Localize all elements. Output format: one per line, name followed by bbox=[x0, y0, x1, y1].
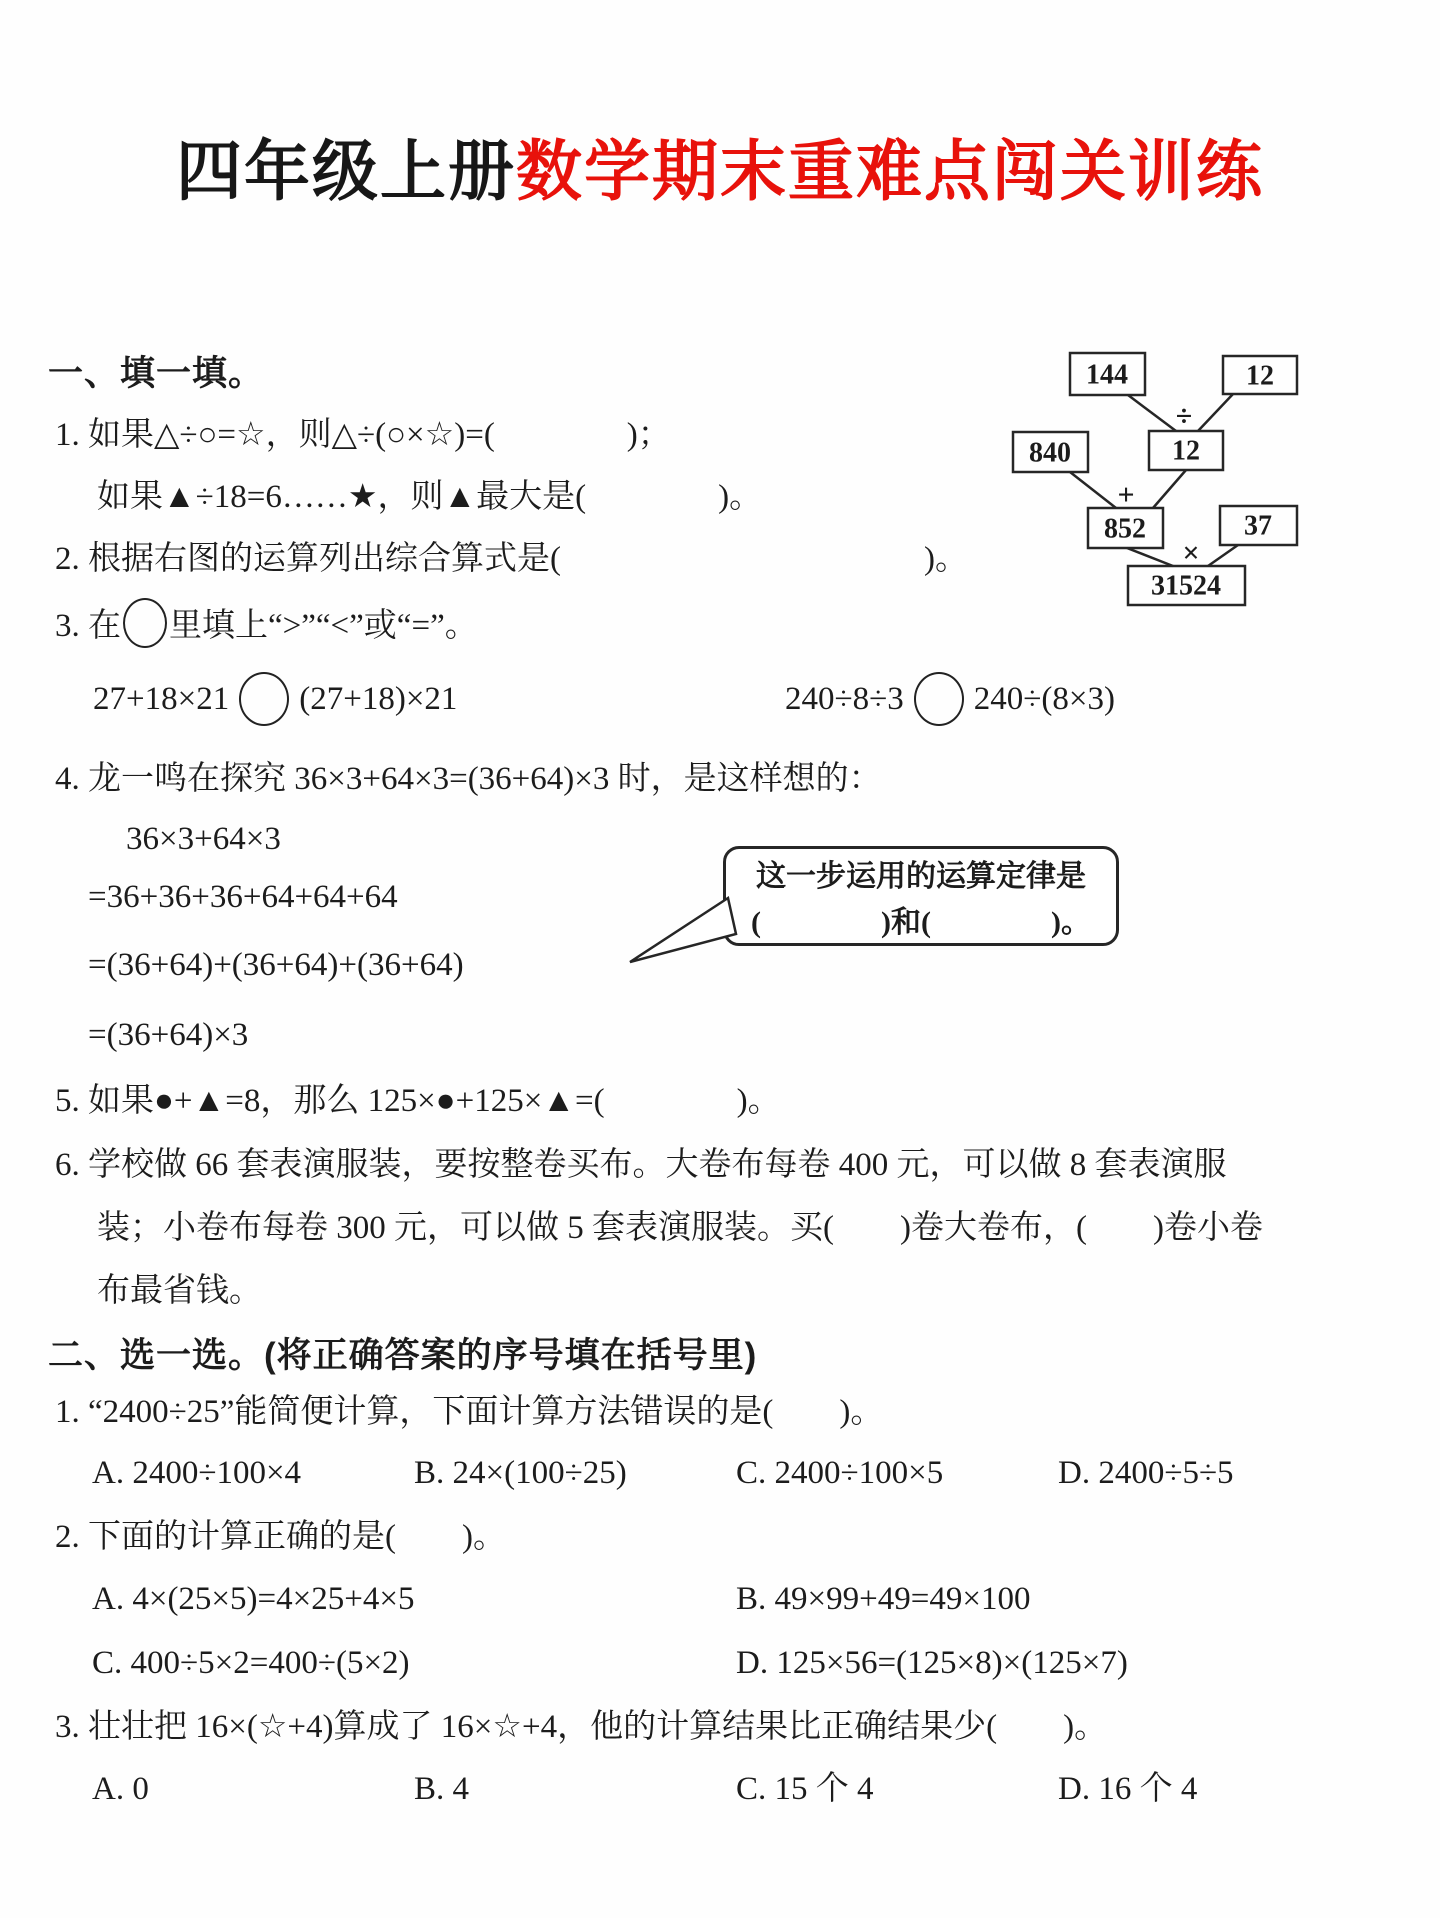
connector-144-to-12 bbox=[1128, 395, 1176, 431]
fill-item-6-line-2: 装；小卷布每卷 300 元，可以做 5 套表演服装。买( )卷大卷布，( )卷小卷 bbox=[97, 1210, 1263, 1246]
title-grade-part: 四年级上册 bbox=[176, 134, 516, 208]
connector-37-to-31524 bbox=[1208, 545, 1238, 566]
compare-left-expr-a: 27+18×21 bbox=[93, 680, 230, 717]
choice-1-option-c: C. 2400÷100×5 bbox=[736, 1455, 944, 1491]
bubble-line-2: ( )和( )。 bbox=[751, 906, 1091, 939]
fill-item-2: 2. 根据右图的运算列出综合算式是( )。 bbox=[55, 541, 968, 577]
fill-item-3 bbox=[55, 598, 478, 648]
divide-operator-icon: ÷ bbox=[1175, 399, 1193, 433]
fill-item-6-line-1: 6. 学校做 66 套表演服装，要按整卷买布。大卷布每卷 400 元，可以做 8 套表演服 bbox=[55, 1147, 1227, 1183]
times-operator-icon: × bbox=[1182, 536, 1200, 570]
answer-circle-right bbox=[914, 672, 964, 726]
derivation-line-4: =(36+64)×3 bbox=[88, 1017, 249, 1053]
choice-3-option-d: D. 16 个 4 bbox=[1058, 1771, 1198, 1807]
connector-840-to-852 bbox=[1070, 472, 1116, 508]
derivation-line-2: =36+36+36+64+64+64 bbox=[88, 879, 398, 915]
connector-12mid-to-852 bbox=[1153, 470, 1186, 508]
choice-1-option-b: B. 24×(100÷25) bbox=[414, 1455, 627, 1491]
choice-2-option-b: B. 49×99+49=49×100 bbox=[736, 1581, 1031, 1617]
compare-right-expr-b: 240÷(8×3) bbox=[973, 680, 1115, 717]
fill-item-5: 5. 如果●+▲=8，那么 125×●+125×▲=( )。 bbox=[55, 1083, 781, 1119]
fill-item-3-prefix: 3. 在 bbox=[55, 608, 121, 644]
choice-3-option-b: B. 4 bbox=[414, 1771, 470, 1807]
title-subject-part: 数学期末重难点闯关训练 bbox=[516, 134, 1264, 208]
answer-circle-left bbox=[239, 672, 289, 726]
diagram-value-37: 37 bbox=[1244, 510, 1272, 542]
diagram-value-852: 852 bbox=[1104, 513, 1146, 545]
fill-item-4: 4. 龙一鸣在探究 36×3+64×3=(36+64)×3 时，是这样想的： bbox=[55, 761, 882, 797]
bubble-line-1: 这一步运用的运算定律是 bbox=[756, 860, 1086, 893]
fill-item-1-line-2: 如果▲÷18=6……★，则▲最大是( )。 bbox=[97, 479, 763, 515]
diagram-value-31524: 31524 bbox=[1151, 570, 1221, 602]
section1-header: 一、填一填。 bbox=[48, 354, 265, 393]
fill-item-1-line-1: 1. 如果△÷○=☆，则△÷(○×☆)=( )； bbox=[55, 417, 671, 453]
choice-item-1: 1. “2400÷25”能简便计算，下面计算方法错误的是( )。 bbox=[55, 1394, 884, 1430]
fill-item-6-line-3: 布最省钱。 bbox=[97, 1273, 262, 1309]
connector-12top-to-12 bbox=[1198, 394, 1233, 431]
fill-item-3-suffix: 里填上“>”“<”或“=”。 bbox=[169, 608, 478, 644]
compare-left-expr-b: (27+18)×21 bbox=[299, 680, 458, 717]
choice-item-3: 3. 壮壮把 16×(☆+4)算成了 16×☆+4，他的计算结果比正确结果少( )。 bbox=[55, 1709, 1108, 1745]
diagram-value-840: 840 bbox=[1029, 437, 1071, 469]
connector-852-to-31524 bbox=[1127, 548, 1173, 566]
choice-3-option-c: C. 15 个 4 bbox=[736, 1771, 874, 1807]
choice-item-2: 2. 下面的计算正确的是( )。 bbox=[55, 1519, 506, 1555]
speech-bubble bbox=[723, 846, 1119, 946]
choice-2-option-c: C. 400÷5×2=400÷(5×2) bbox=[92, 1645, 410, 1681]
plus-operator-icon: + bbox=[1117, 478, 1135, 512]
diagram-value-12-mid: 12 bbox=[1172, 435, 1200, 467]
diagram-value-144: 144 bbox=[1086, 359, 1128, 391]
section2-header: 二、选一选。(将正确答案的序号填在括号里) bbox=[48, 1336, 758, 1375]
choice-1-option-d: D. 2400÷5÷5 bbox=[1058, 1455, 1234, 1491]
operation-diagram bbox=[1000, 340, 1310, 620]
diagram-value-12-top: 12 bbox=[1246, 360, 1274, 392]
derivation-line-1: 36×3+64×3 bbox=[126, 821, 281, 857]
derivation-line-3: =(36+64)+(36+64)+(36+64) bbox=[88, 947, 464, 983]
compare-left bbox=[93, 672, 457, 726]
speech-bubble-tail bbox=[600, 880, 760, 980]
choice-2-option-a: A. 4×(25×5)=4×25+4×5 bbox=[92, 1581, 415, 1617]
compare-right-expr-a: 240÷8÷3 bbox=[785, 680, 904, 717]
choice-3-option-a: A. 0 bbox=[92, 1771, 149, 1807]
page-title bbox=[0, 118, 1440, 213]
choice-2-option-d: D. 125×56=(125×8)×(125×7) bbox=[736, 1645, 1128, 1681]
choice-1-option-a: A. 2400÷100×4 bbox=[92, 1455, 302, 1491]
answer-circle-inline bbox=[123, 598, 167, 648]
compare-right bbox=[785, 672, 1115, 726]
